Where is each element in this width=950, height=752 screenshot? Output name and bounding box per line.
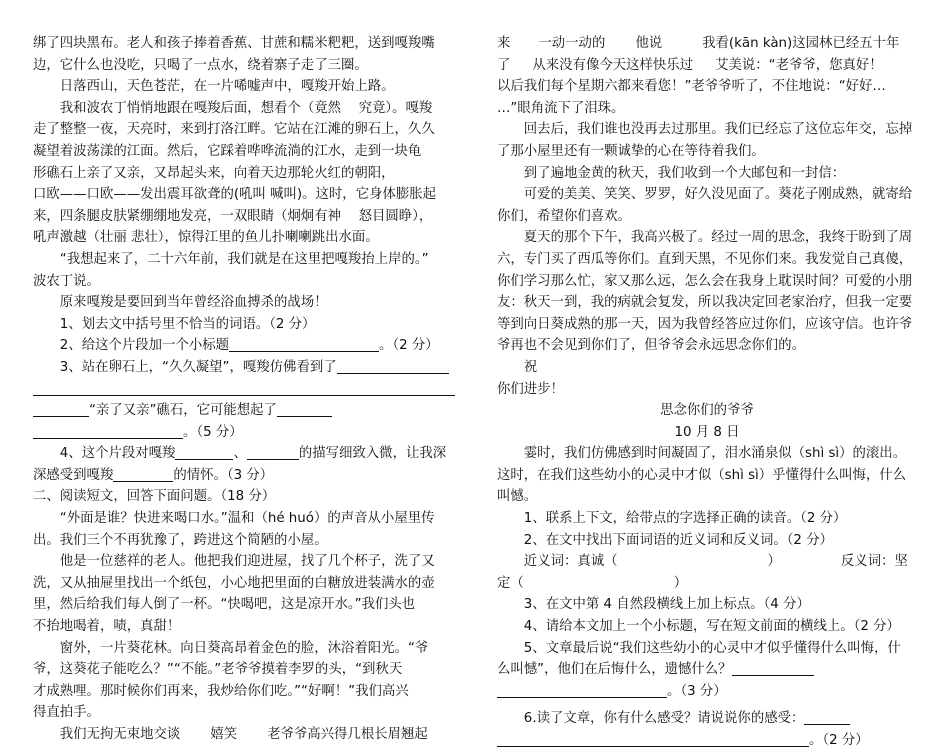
answer-blank[interactable] — [277, 401, 332, 417]
passage-line: 不抬地喝着，啧，真甜！ — [33, 619, 181, 635]
reading-text-line: 来，四条腿皮肤紧绷绷地发亮，一双眼睛（炯炯有神 怒目圆睁）， — [33, 208, 433, 224]
passage-fragment: 一动一动的 — [538, 36, 606, 51]
question-r2: 2、在文中找出下面词语的近义词和反义词。（2 分） — [523, 532, 833, 548]
right-column — [497, 33, 917, 752]
question-2 — [33, 335, 458, 357]
answer-blank[interactable] — [337, 358, 449, 374]
question-r5-end — [497, 681, 917, 703]
reading-text-line: 凝望着波荡漾的江面。然后，它踩着哗哗流淌的江水，走到一块龟 — [33, 143, 422, 159]
question-r6-end — [497, 730, 917, 752]
passage-line: 他是一位慈祥的老人。他把我们迎进屋，找了几个杯子，洗了又 — [59, 554, 435, 570]
letter-closing: 祝 — [523, 359, 538, 375]
passage-fragment: 来 — [497, 36, 511, 51]
reading-text-line: 原来嘎羧是要回到当年曾经浴血搏杀的战场！ — [59, 295, 328, 311]
answer-blank[interactable] — [247, 444, 299, 460]
question-r5-score: 。（3 分） — [667, 683, 727, 699]
passage-line: 得直拍手。 — [33, 705, 100, 721]
question-r2-words — [497, 551, 917, 573]
passage-fragment: 我们无拘无束地交谈 — [59, 727, 181, 742]
question-4-cont — [33, 465, 458, 487]
passage-line: 了那小屋里还有一颗诚挚的心在等待着我们。 — [497, 143, 765, 159]
question-4-text: 深感受到嘎羧 — [33, 467, 114, 483]
question-r5-cont — [497, 659, 917, 681]
answer-blank[interactable] — [175, 444, 233, 460]
passage-line — [33, 724, 458, 746]
reading-text-line: 绑了四块黑布。老人和孩子捧着香蕉、甘蔗和糯米粑粑，送到嘎羧嘴 — [33, 36, 435, 51]
reading-text-line: 我和波农丁悄悄地跟在嘎羧后面，想看个（竟然 究竟）。嘎羧 — [59, 100, 433, 116]
question-4 — [33, 443, 458, 465]
reading-text-line: 波农丁说。 — [33, 273, 100, 289]
question-4-text: 的描写细致入微，让我深 — [298, 446, 447, 462]
letter-line: 你们，希望你们喜欢。 — [497, 208, 631, 224]
answer-blank[interactable] — [33, 401, 89, 417]
passage-line: 这时，在我们这些幼小的心灵中才似（shì sì）乎懂得什么叫悔，什么 — [497, 467, 907, 483]
letter-date: 10 月 8 日 — [674, 424, 740, 440]
question-r2-words-cont — [497, 573, 917, 595]
reading-text-line: 口欧——口欧——发出震耳欲聋的(吼叫 喊叫)。这时，它身体膨胀起 — [33, 187, 437, 203]
question-3-text: “亲了又亲”礁石，它可能想起了 — [89, 403, 277, 419]
question-4-text: 、 — [233, 446, 247, 462]
letter-line: 可爱的美美、笑笑、罗罗，好久没见面了。葵花子刚成熟，就寄给 — [523, 187, 913, 203]
question-r6-score: 。（2 分） — [809, 733, 869, 748]
passage-line: 回去后，我们谁也没再去过那里。我们已经忘了这位忘年交，忘掉 — [523, 122, 913, 138]
question-r6-text: 6.读了文章，你有什么感受？请说说你的感受： — [523, 711, 805, 727]
reading-text-line: “我想起来了，二十六年前，我们就是在这里把嘎羧抬上岸的。” — [59, 251, 429, 267]
answer-blank[interactable] — [33, 380, 455, 396]
passage-fragment: 了 — [497, 57, 511, 73]
passage-line: 到了遍地金黄的秋天，我们收到一个大邮包和一封信： — [523, 165, 846, 181]
answer-blank[interactable] — [732, 660, 814, 676]
question-3-end — [33, 422, 458, 444]
question-r4: 4、请给本文加上一个小标题，写在短文前面的横线上。（2 分） — [523, 619, 900, 635]
reading-text-line: 边，它什么也没吃，只喝了一点水，绕着寨子走了三圈。 — [33, 57, 368, 73]
question-4-score: 的情怀。（3 分） — [173, 467, 274, 483]
question-3-cont — [33, 400, 458, 422]
section-2-heading: 二、阅读短文，回答下面问题。（18 分） — [33, 489, 276, 505]
passage-line: 以后我们每个星期六都来看您！”老爷爷听了，不住地说：“好好… — [497, 79, 886, 95]
question-2-text: 2、给这个片段加一个小标题 — [59, 338, 230, 354]
bracket: ） — [673, 575, 688, 591]
passage-fragment: 嬉笑 — [210, 727, 238, 742]
answer-line-row — [33, 379, 458, 401]
reading-text-line: 吼声激越（壮丽 悲壮），惊得江里的鱼儿扑喇喇跳出水面。 — [33, 230, 379, 246]
passage-line: 爷，这葵花子能吃么？”“不能。”老爷爷摸着李罗的头，“到秋天 — [33, 662, 403, 678]
passage-fragment: 从来没有像今天这样快乐过 — [532, 57, 694, 73]
reading-text-line: 形礁石上亲了又亲，又昂起头来，向着天边那轮火红的朝阳， — [33, 165, 395, 181]
passage-line — [497, 33, 917, 55]
reading-text-line: 走了整整一夜，天亮时，来到打洛江畔。它站在江滩的卵石上，久久 — [33, 122, 435, 138]
passage-line: …”眼角流下了泪珠。 — [497, 100, 625, 116]
letter-line: 等到向日葵成熟的那一天，因为我曾经答应过你们，应该守信。也许爷 — [497, 316, 913, 332]
question-2-score: 。（2 分） — [379, 338, 439, 354]
answer-blank[interactable] — [113, 466, 173, 482]
answer-blank[interactable] — [497, 731, 809, 747]
question-r3: 3、在文中第 4 自然段横线上加上标点。（4 分） — [523, 597, 810, 613]
passage-fragment: 他说 — [635, 36, 663, 51]
answer-blank[interactable] — [229, 336, 379, 352]
answer-blank[interactable] — [33, 423, 183, 439]
passage-line: 霎时，我们仿佛感到时间凝固了，泪水涌泉似（shì sì）的滚出。 — [523, 446, 907, 462]
passage-line: 里，然后给我们每人倒了一杯。“快喝吧，这是凉开水。”我们头也 — [33, 597, 416, 613]
question-r1: 1、联系上下文，给带点的字选择正确的读音。（2 分） — [523, 511, 847, 527]
letter-line: 你们学习那么忙，家又那么远，怎么会在我身上耽误时间？可爱的小朋 — [497, 273, 913, 289]
passage-line: 洗，又从抽屉里找出一个纸包，小心地把里面的白糖放进装满水的壶 — [33, 575, 435, 591]
letter-closing: 你们进步！ — [497, 381, 564, 397]
bracket: ） — [767, 554, 781, 570]
passage-line: 叫憾。 — [497, 489, 538, 505]
letter-line: 爷再也不会见到你们了，但爷爷会永远思念你们的。 — [497, 338, 805, 354]
question-r5: 5、文章最后说“我们这些幼小的心灵中才似乎懂得什么叫悔，什 — [523, 640, 901, 656]
question-3-score: 。（5 分） — [183, 424, 243, 440]
answer-blank[interactable] — [804, 709, 850, 725]
antonym-label: 定（ — [497, 575, 524, 591]
letter-line: 夏天的那个下午，我高兴极了。经过一周的思念，我终于盼到了周 — [523, 230, 913, 246]
answer-blank[interactable] — [497, 682, 667, 698]
letter-signature: 思念你们的爷爷 — [660, 403, 754, 419]
passage-line — [497, 55, 917, 77]
passage-fragment: 我看(kān kàn)这园林已经五十年 — [702, 36, 900, 51]
passage-line: 窗外，一片葵花林。向日葵高昂着金色的脸，沐浴着阳光。“爷 — [59, 640, 429, 656]
question-r6 — [497, 708, 917, 730]
question-3-text: 3、站在卵石上，“久久凝望”，嘎羧仿佛看到了 — [59, 359, 337, 375]
synonym-label: 近义词：真诚（ — [523, 554, 618, 570]
letter-line: 友：秋天一到，我的病就会复发，所以我决定回老家治疗，但我一定要 — [497, 295, 913, 311]
letter-line: 六，专门买了西瓜等你们。直到天黑，不见你们来。我发觉自己真傻， — [497, 251, 913, 267]
question-3 — [33, 357, 458, 379]
passage-line: 出。我们三个不再犹豫了，跨进这个简陋的小屋。 — [33, 532, 328, 548]
passage-fragment: 艾美说：“老爷爷，您真好！ — [715, 57, 883, 73]
question-1: 1、划去文中括号里不恰当的词语。（2 分） — [59, 316, 316, 332]
passage-line: “外面是谁？快进来喝口水。”温和（hé huó）的声音从小屋里传 — [59, 511, 435, 527]
left-column — [33, 33, 458, 746]
reading-text-line: 日落西山，天色苍茫，在一片唏嘘声中，嘎羧开始上路。 — [59, 79, 395, 95]
passage-line: 才成熟哩。那时候你们再来，我炒给你们吃。”“好啊！”我们高兴 — [33, 683, 409, 699]
passage-fragment: 老爷爷高兴得几根长眉翘起 — [267, 727, 428, 742]
question-r5-text: 么叫憾”，他们在后悔什么，遗憾什么？ — [497, 662, 732, 678]
antonym-label: 反义词：坚 — [840, 554, 908, 570]
question-4-text: 4、这个片段对嘎羧 — [59, 446, 176, 462]
